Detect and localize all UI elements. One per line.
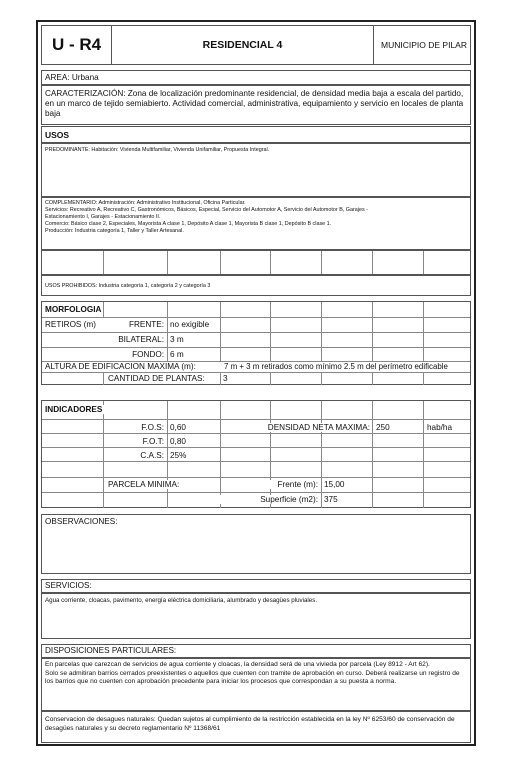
servicios-text: Agua corriente, cloacas, pavimento, energía eléctrica domiciliaria, alumbrado y desagües pluviales. bbox=[45, 597, 318, 604]
complementario-line: Comercio: Básico clase 2, Especiales, Mayorista A clase 1, Depósito A clase 1, Mayorista B clase 1, Depósito B clase 1. bbox=[45, 221, 332, 227]
disposiciones-heading: DISPOSICIONES PARTICULARES: bbox=[45, 646, 177, 655]
altura-value: 7 m + 3 m retirados como mínimo 2.5 m del perímetro edificable bbox=[224, 362, 448, 371]
bilateral-value: 3 m bbox=[170, 335, 184, 344]
caracterizacion-row bbox=[41, 85, 471, 125]
parcela-frente-value: 15,00 bbox=[324, 480, 345, 489]
header bbox=[41, 25, 471, 65]
empty-grid-row bbox=[41, 250, 471, 275]
complementario-line: Estacionamiento I, Garajes - Estacionamiento II. bbox=[45, 214, 161, 220]
prohibidos-text: USOS PROHIBIDOS: Industria categoría 1, categoría 2 y categoría 3 bbox=[45, 283, 211, 289]
frente-value: no exigible bbox=[170, 320, 210, 329]
parcela-label: PARCELA MINIMA: bbox=[108, 480, 180, 489]
prohibidos-row bbox=[41, 275, 471, 296]
fot-value: 0,80 bbox=[170, 437, 186, 446]
densidad-label: DENSIDAD NETA MAXIMA: bbox=[242, 423, 370, 432]
disposiciones-heading-row bbox=[41, 644, 471, 658]
zone-title: RESIDENCIAL 4 bbox=[112, 26, 374, 64]
morfologia-heading: MORFOLOGIA bbox=[45, 305, 102, 314]
fot-label: F.O.T: bbox=[104, 437, 164, 446]
densidad-value: 250 bbox=[376, 423, 390, 432]
indicadores-block bbox=[41, 400, 471, 508]
frente-label: FRENTE: bbox=[128, 320, 164, 329]
plantas-label: CANTIDAD DE PLANTAS: bbox=[108, 374, 205, 383]
parcela-frente-label: Frente (m): bbox=[227, 480, 318, 489]
disposicion-paragraph: Solo se admitiran barrios cerrados preexistentes o aquellos que cuenten con tramite de aprobación en curso. Deberá realizarse un registro de los barrios que no cuenten con aprobación precedente para iniciar los procesos que correspondan a su puesta a norma. bbox=[45, 669, 460, 686]
conservacion-paragraph: Conservacion de desagues naturales: Quedan sujetos al cumplimiento de la restricción establecida en la ley Nº 6253/60 de conservación de desagües naturales y su decreto reglamentario Nº 11368/61 bbox=[45, 716, 455, 732]
superficie-value: 375 bbox=[324, 495, 338, 504]
retiros-label: RETIROS (m) bbox=[45, 320, 96, 329]
servicios-heading: SERVICIOS: bbox=[45, 581, 92, 590]
usos-heading: USOS bbox=[45, 130, 70, 140]
predominante-text: PREDOMINANTE: Habitación: Vivienda Multifamiliar, Vivienda Unifamiliar, Propuesta Integral. bbox=[45, 147, 270, 153]
cas-label: C.A.S: bbox=[104, 451, 164, 460]
zoning-sheet bbox=[36, 20, 476, 746]
area-row bbox=[41, 70, 471, 85]
morfologia-block bbox=[41, 301, 471, 385]
servicios-heading-row bbox=[41, 579, 471, 593]
fos-value: 0,60 bbox=[170, 423, 186, 432]
superficie-label: Superficie (m2): bbox=[202, 495, 318, 504]
servicios-row bbox=[41, 593, 471, 639]
observaciones-heading: OBSERVACIONES: bbox=[45, 517, 118, 526]
bilateral-label: BILATERAL: bbox=[118, 335, 164, 344]
predominante-row bbox=[41, 143, 471, 197]
altura-label: ALTURA DE EDIFICACION MAXIMA (m): bbox=[45, 362, 196, 371]
observaciones-row bbox=[41, 514, 471, 574]
plantas-value: 3 bbox=[223, 374, 228, 383]
conservacion-row bbox=[41, 711, 471, 743]
complementario-row bbox=[41, 197, 471, 250]
disposiciones-row bbox=[41, 658, 471, 711]
disposicion-paragraph: En parcelas que carezcan de servicios de agua corriente y cloacas, la densidad será de una vivieda por parcela (Ley 8912 - Art 62). bbox=[45, 661, 430, 668]
complementario-line: Producción: Industria categoría 1, Taller y Taller Artesanal. bbox=[45, 228, 184, 234]
municipality: MUNICIPIO DE PILAR bbox=[381, 40, 467, 50]
complementario-line: Servicios: Recreativo A, Recreativo C, Gastronómicos, Básicos, Especial, Servicio del Automotor A, Servicio del Automotor B, Garajes - bbox=[45, 207, 368, 213]
fos-label: F.O.S: bbox=[104, 423, 164, 432]
fondo-value: 6 m bbox=[170, 350, 184, 359]
area-text: AREA: Urbana bbox=[45, 73, 99, 82]
cas-value: 25% bbox=[170, 451, 187, 460]
densidad-unit: hab/ha bbox=[427, 423, 453, 432]
fondo-label: FONDO: bbox=[132, 350, 164, 359]
usos-heading-row bbox=[41, 126, 471, 143]
complementario-line: COMPLEMENTARIO: Administración: Administrativo Institucional, Oficina Particular. bbox=[45, 200, 246, 206]
indicadores-heading: INDICADORES bbox=[45, 405, 103, 414]
zone-code: U - R4 bbox=[42, 26, 112, 64]
caracterizacion-text: CARACTERIZACIÓN: Zona de localización predominante residencial, de densidad media baja a escala del partido, en un marco de tejido semiabierto. Actividad comercial, administrativa, equipamiento y servicio en locales de planta baja bbox=[45, 89, 464, 118]
